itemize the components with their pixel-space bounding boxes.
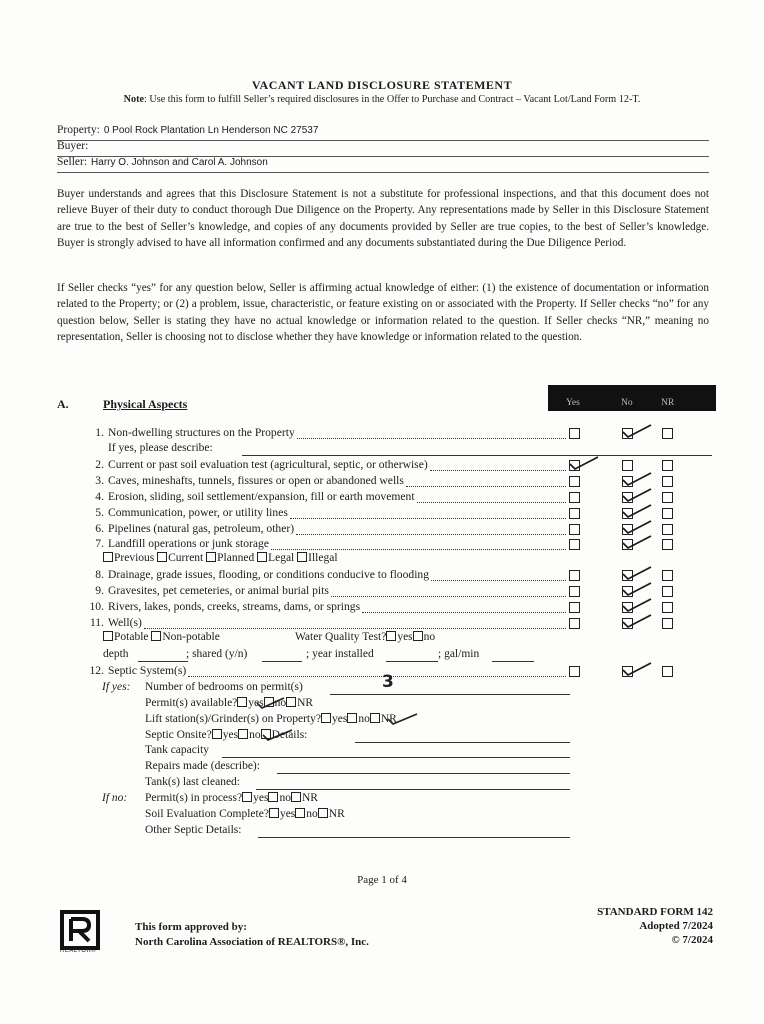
question-6-yes-checkbox[interactable] bbox=[569, 524, 580, 535]
standard-form-number: STANDARD FORM 142 bbox=[597, 906, 713, 918]
q1-describe-line[interactable] bbox=[242, 455, 712, 456]
question-number: 4. bbox=[95, 490, 104, 503]
septic-in-process-row bbox=[145, 792, 318, 804]
question-7-checkmark-icon bbox=[621, 533, 655, 551]
question-dotted-leader bbox=[297, 429, 566, 439]
septic-repairs-label: Repairs made (describe): bbox=[145, 760, 260, 772]
question-2-nr-checkbox[interactable] bbox=[662, 460, 673, 471]
question-7-yes-checkbox[interactable] bbox=[569, 539, 580, 550]
question-dotted-leader bbox=[430, 461, 566, 471]
question-text: Communication, power, or utility lines bbox=[108, 506, 288, 519]
septic-if-yes-label: If yes: bbox=[102, 681, 131, 693]
question-12-nr-checkbox[interactable] bbox=[662, 666, 673, 677]
septic-onsite-label: Septic Onsite? bbox=[145, 729, 212, 741]
question-1-checkmark-icon bbox=[621, 422, 655, 440]
question-11-checkmark-icon bbox=[621, 612, 655, 630]
property-value[interactable]: 0 Pool Rock Plantation Ln Henderson NC 27537 bbox=[103, 125, 319, 136]
question-12-yes-checkbox[interactable] bbox=[569, 666, 580, 677]
septic-cleaned-label: Tank(s) last cleaned: bbox=[145, 776, 240, 788]
question-text: Erosion, sliding, soil settlement/expansion, fill or earth movement bbox=[108, 490, 415, 503]
question-text: Rivers, lakes, ponds, creeks, streams, dams, or springs bbox=[108, 600, 361, 613]
question-10-nr-checkbox[interactable] bbox=[662, 602, 673, 613]
well-galmin-label: ; gal/min bbox=[438, 648, 480, 660]
col-nr: NR bbox=[661, 398, 675, 408]
question-text: Non-dwelling structures on the Property bbox=[108, 426, 295, 439]
septic-lift-yes-checkbox[interactable] bbox=[321, 713, 331, 723]
q7-illegal-label: Illegal bbox=[308, 552, 338, 564]
q7-legal-checkbox[interactable] bbox=[257, 552, 267, 562]
septic-onsite-details-line[interactable] bbox=[355, 742, 570, 743]
note-label: Note bbox=[123, 94, 145, 105]
question-dotted-leader bbox=[431, 571, 566, 581]
septic-soil-eval-row bbox=[145, 808, 345, 820]
question-text: Septic System(s) bbox=[108, 664, 187, 677]
question-row bbox=[80, 600, 360, 613]
question-text: Gravesites, pet cemeteries, or animal burial pits bbox=[108, 584, 329, 597]
question-number: 10. bbox=[89, 600, 104, 613]
water-test-no-label: no bbox=[423, 631, 436, 643]
question-5-yes-checkbox[interactable] bbox=[569, 508, 580, 519]
nonpotable-label: Non-potable bbox=[162, 631, 220, 643]
septic-in-process-nr-checkbox[interactable] bbox=[291, 792, 301, 802]
q7-legal-label: Legal bbox=[268, 552, 295, 564]
septic-tank-line[interactable] bbox=[222, 757, 570, 758]
q7-planned-checkbox[interactable] bbox=[206, 552, 216, 562]
question-row bbox=[80, 522, 294, 535]
page-number: Page 1 of 4 bbox=[357, 874, 407, 886]
septic-soil-eval-label: Soil Evaluation Complete? bbox=[145, 808, 269, 820]
copyright-date: © 7/2024 bbox=[671, 934, 713, 946]
septic-if-no-label: If no: bbox=[102, 792, 128, 804]
question-dotted-leader bbox=[362, 603, 566, 613]
q7-current-label: Current bbox=[168, 552, 204, 564]
question-dotted-leader bbox=[144, 619, 566, 629]
approved-line-2: North Carolina Association of REALTORS®, Inc. bbox=[135, 936, 369, 948]
question-12-checkmark-icon bbox=[621, 660, 655, 678]
septic-onsite-no-checkbox[interactable] bbox=[238, 729, 248, 739]
septic-onsite-no-label: no bbox=[249, 729, 261, 741]
approved-line-1: This form approved by: bbox=[135, 921, 247, 933]
question-row bbox=[80, 584, 329, 597]
septic-onsite-yes-label: yes bbox=[222, 729, 239, 741]
question-4-nr-checkbox[interactable] bbox=[662, 492, 673, 503]
property-row bbox=[57, 124, 709, 141]
approved-by bbox=[135, 920, 435, 950]
question-row bbox=[80, 506, 288, 519]
septic-permits-yes-checkmark-icon bbox=[254, 696, 288, 710]
question-1-yes-checkbox[interactable] bbox=[569, 428, 580, 439]
q7-previous-label: Previous bbox=[114, 552, 155, 564]
septic-in-process-nr-label: NR bbox=[301, 792, 318, 804]
adopted-date: Adopted 7/2024 bbox=[639, 920, 713, 932]
well-depth-label: depth bbox=[103, 648, 129, 660]
septic-tank-label: Tank capacity bbox=[145, 744, 210, 756]
seller-value[interactable]: Harry O. Johnson and Carol A. Johnson bbox=[91, 157, 268, 168]
seller-row bbox=[57, 156, 709, 173]
question-number: 3. bbox=[95, 474, 104, 487]
question-dotted-leader bbox=[417, 493, 566, 503]
septic-permits-nr-label: NR bbox=[297, 697, 314, 709]
water-test-row bbox=[295, 631, 435, 643]
nonpotable-checkbox[interactable] bbox=[151, 631, 161, 641]
septic-lift-no-label: no bbox=[358, 713, 370, 725]
septic-soil-eval-no-checkbox[interactable] bbox=[295, 808, 305, 818]
question-row bbox=[80, 568, 429, 581]
potable-checkbox[interactable] bbox=[103, 631, 113, 641]
form-note bbox=[0, 94, 764, 105]
water-test-label: Water Quality Test? bbox=[295, 631, 387, 643]
water-test-yes-checkbox[interactable] bbox=[386, 631, 396, 641]
question-dotted-leader bbox=[331, 587, 566, 597]
section-title: Physical Aspects bbox=[103, 397, 188, 411]
septic-lift-nr-checkbox[interactable] bbox=[370, 713, 380, 723]
question-5-nr-checkbox[interactable] bbox=[662, 508, 673, 519]
question-dotted-leader bbox=[406, 477, 566, 487]
septic-lift-label: Lift station(s)/Grinder(s) on Property? bbox=[145, 713, 321, 725]
question-10-yes-checkbox[interactable] bbox=[569, 602, 580, 613]
potable-label: Potable bbox=[114, 631, 149, 643]
q7-options bbox=[103, 552, 338, 564]
question-number: 11. bbox=[89, 616, 104, 629]
septic-onsite-details-label: Details: bbox=[271, 729, 308, 741]
question-text: Caves, mineshafts, tunnels, fissures or open or abandoned wells bbox=[108, 474, 404, 487]
question-2-checkmark-icon bbox=[568, 454, 602, 472]
question-row bbox=[80, 664, 186, 677]
q7-previous-checkbox[interactable] bbox=[103, 552, 113, 562]
septic-soil-eval-yes-checkbox[interactable] bbox=[269, 808, 279, 818]
question-number: 2. bbox=[95, 458, 104, 471]
septic-bedrooms-label: Number of bedrooms on permit(s) bbox=[145, 681, 303, 693]
question-6-nr-checkbox[interactable] bbox=[662, 524, 673, 535]
well-depth-line[interactable] bbox=[138, 661, 188, 662]
septic-lift-nr-label: NR bbox=[380, 713, 397, 725]
question-dotted-leader bbox=[188, 667, 566, 677]
septic-lift-yes-label: yes bbox=[331, 713, 348, 725]
well-shared-label: ; shared (y/n) bbox=[186, 648, 248, 660]
question-row bbox=[80, 458, 428, 471]
disclaimer-paragraph: Buyer understands and agrees that this Disclosure Statement is not a substitute for professional inspections, and that this document does not relieve Buyer of their duty to conduct thorough Due Diligence on the Property. Any representations made by Seller in this Disclosure Statement are true to the best of Seller’s knowledge, and copies of any documents provided by Seller are true copies, to the best of Seller’s knowledge. Buyer is strongly advised to have all information confirmed and any documents substantiated during the Due Diligence Period. bbox=[57, 188, 709, 249]
q7-planned-label: Planned bbox=[217, 552, 255, 564]
septic-bedrooms-line[interactable] bbox=[330, 694, 570, 695]
question-dotted-leader bbox=[271, 540, 566, 550]
question-number: 8. bbox=[95, 568, 104, 581]
question-11-yes-checkbox[interactable] bbox=[569, 618, 580, 629]
septic-onsite-no-checkmark-icon bbox=[260, 728, 296, 742]
septic-permits-yes-checkbox[interactable] bbox=[237, 697, 247, 707]
question-7-nr-checkbox[interactable] bbox=[662, 539, 673, 550]
question-number: 12. bbox=[89, 664, 104, 677]
septic-permits-no-label: no bbox=[274, 697, 287, 709]
standard-form-info bbox=[560, 905, 713, 947]
question-dotted-leader bbox=[290, 509, 566, 519]
septic-lift-row bbox=[145, 713, 397, 725]
question-3-yes-checkbox[interactable] bbox=[569, 476, 580, 487]
septic-soil-eval-yes-label: yes bbox=[279, 808, 296, 820]
q1-describe-label: If yes, please describe: bbox=[108, 442, 213, 454]
septic-in-process-no-label: no bbox=[279, 792, 291, 804]
checkbox-meaning-paragraph: If Seller checks “yes” for any question below, Seller is affirming actual knowledge of either: (1) the existence of documentation or information related to the Property; or (2) a problem, issue, characteristic, or feature existing on or associated with the Property. If Seller checks “no” for any question below, Seller is stating they have no actual knowledge or information related to the question. If Seller checks “NR,” meaning no representation, Seller is choosing not to disclose whether they have knowledge or information related to the question. bbox=[57, 282, 709, 343]
question-11-nr-checkbox[interactable] bbox=[662, 618, 673, 629]
water-test-yes-label: yes bbox=[397, 631, 413, 643]
well-type-row bbox=[103, 631, 220, 643]
col-yes: Yes bbox=[566, 398, 580, 408]
septic-in-process-yes-checkbox[interactable] bbox=[242, 792, 252, 802]
septic-in-process-no-checkbox[interactable] bbox=[268, 792, 278, 802]
question-row bbox=[80, 537, 269, 550]
septic-lift-no-checkmark-icon bbox=[385, 712, 421, 726]
question-text: Landfill operations or junk storage bbox=[108, 537, 269, 550]
question-9-yes-checkbox[interactable] bbox=[569, 586, 580, 597]
buyer-label: Buyer: bbox=[57, 140, 89, 152]
question-number: 7. bbox=[95, 537, 104, 550]
septic-permits-label: Permit(s) available? bbox=[145, 697, 238, 709]
septic-soil-eval-no-label: no bbox=[306, 808, 318, 820]
septic-soil-eval-nr-label: NR bbox=[328, 808, 345, 820]
septic-in-process-yes-label: yes bbox=[253, 792, 269, 804]
question-number: 6. bbox=[95, 522, 104, 535]
well-year-line[interactable] bbox=[386, 661, 438, 662]
question-row bbox=[80, 426, 295, 439]
septic-repairs-line[interactable] bbox=[277, 773, 570, 774]
q7-current-checkbox[interactable] bbox=[157, 552, 167, 562]
section-letter: A. bbox=[57, 397, 69, 411]
question-3-nr-checkbox[interactable] bbox=[662, 476, 673, 487]
question-text: Well(s) bbox=[108, 616, 142, 629]
septic-bedrooms-value[interactable]: 3 bbox=[382, 672, 394, 692]
septic-other-label: Other Septic Details: bbox=[145, 824, 242, 836]
septic-cleaned-line[interactable] bbox=[256, 789, 570, 790]
septic-other-line[interactable] bbox=[258, 837, 570, 838]
septic-in-process-label: Permit(s) in process? bbox=[145, 792, 243, 804]
question-8-yes-checkbox[interactable] bbox=[569, 570, 580, 581]
seller-label: Seller: bbox=[57, 156, 88, 168]
septic-soil-eval-nr-checkbox[interactable] bbox=[318, 808, 328, 818]
question-row bbox=[80, 490, 415, 503]
question-row bbox=[80, 616, 142, 629]
question-text: Pipelines (natural gas, petroleum, other) bbox=[108, 522, 295, 535]
question-text: Current or past soil evaluation test (agricultural, septic, or otherwise) bbox=[108, 458, 428, 471]
question-4-yes-checkbox[interactable] bbox=[569, 492, 580, 503]
septic-lift-no-checkbox[interactable] bbox=[347, 713, 357, 723]
question-number: 9. bbox=[95, 584, 104, 597]
buyer-row bbox=[57, 140, 709, 157]
q7-illegal-checkbox[interactable] bbox=[297, 552, 307, 562]
question-number: 5. bbox=[95, 506, 104, 519]
question-9-nr-checkbox[interactable] bbox=[662, 586, 673, 597]
form-title: VACANT LAND DISCLOSURE STATEMENT bbox=[251, 78, 513, 92]
septic-onsite-yes-checkbox[interactable] bbox=[212, 729, 222, 739]
question-8-nr-checkbox[interactable] bbox=[662, 570, 673, 581]
realtor-logo-text: REALTOR® bbox=[60, 948, 97, 954]
well-shared-line[interactable] bbox=[262, 661, 302, 662]
question-text: Drainage, grade issues, flooding, or conditions conducive to flooding bbox=[108, 568, 430, 581]
well-year-label: ; year installed bbox=[306, 648, 374, 660]
col-no: No bbox=[621, 398, 633, 408]
well-galmin-line[interactable] bbox=[492, 661, 534, 662]
question-number: 1. bbox=[95, 426, 104, 439]
water-test-no-checkbox[interactable] bbox=[413, 631, 423, 641]
question-dotted-leader bbox=[296, 525, 566, 535]
note-text: : Use this form to fulfill Seller’s required disclosures in the Offer to Purchase and Contract – Vacant Lot/Land Form 12-T. bbox=[144, 94, 641, 105]
property-label: Property: bbox=[57, 124, 100, 136]
column-header-bar bbox=[548, 385, 716, 411]
question-row bbox=[80, 474, 404, 487]
question-1-nr-checkbox[interactable] bbox=[662, 428, 673, 439]
septic-permits-yes-label: yes bbox=[248, 697, 264, 709]
